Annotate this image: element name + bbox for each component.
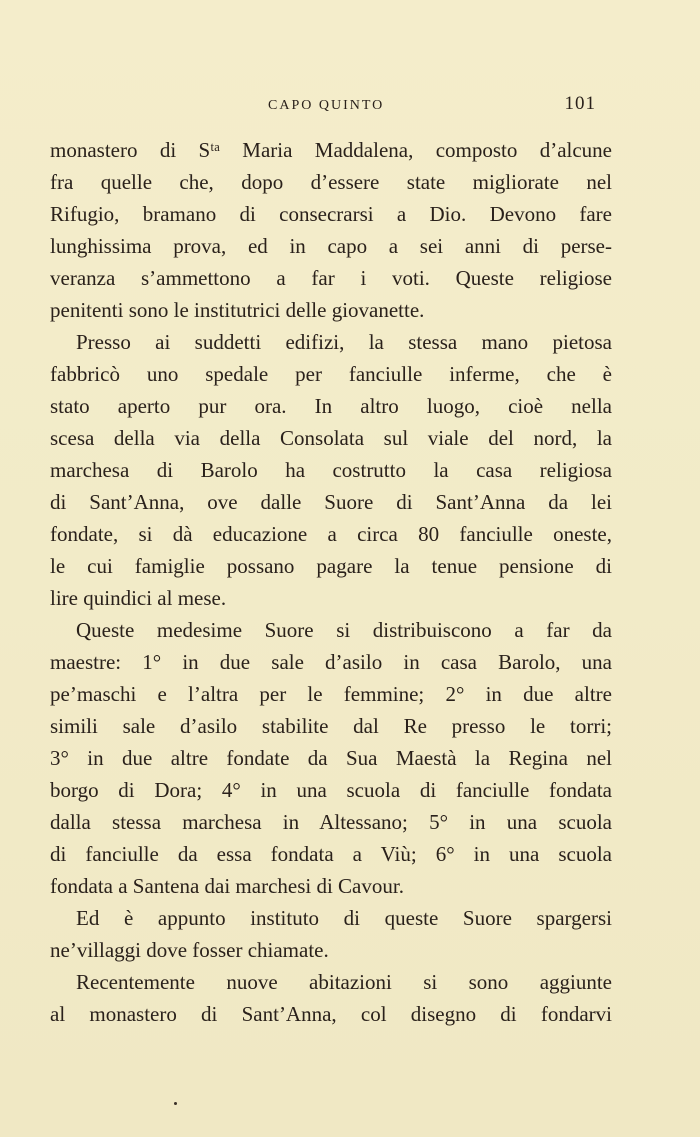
text-line: borgo di Dora; 4° in una scuola di fanciulle fondata xyxy=(50,778,612,802)
text-line: veranza s’ammettono a far i voti. Queste religiose xyxy=(50,266,612,290)
page-number: 101 xyxy=(564,93,596,114)
text-line: fondata a Santena dai marchesi di Cavour. xyxy=(50,874,404,898)
text-line: al monastero di Sant’Anna, col disegno di fondarvi xyxy=(50,1002,612,1026)
text-line: Recentemente nuove abitazioni si sono aggiunte xyxy=(76,970,612,994)
text-line: dalla stessa marchesa in Altessano; 5° in una scuola xyxy=(50,810,612,834)
text-line: simili sale d’asilo stabilite dal Re presso le torri; xyxy=(50,714,612,738)
text-line: Queste medesime Suore si distribuiscono a far da xyxy=(76,618,612,642)
text-line: fra quelle che, dopo d’essere state migliorate nel xyxy=(50,170,612,194)
text-line: marchesa di Barolo ha costrutto la casa religiosa xyxy=(50,458,612,482)
text-line: Ed è appunto instituto di queste Suore spargersi xyxy=(76,906,612,930)
text-line: lunghissima prova, ed in capo a sei anni di perse- xyxy=(50,234,612,258)
text-line: penitenti sono le institutrici delle giovanette. xyxy=(50,298,425,322)
text-line: lire quindici al mese. xyxy=(50,586,227,610)
text-line: Rifugio, bramano di consecrarsi a Dio. Devono fare xyxy=(50,202,612,226)
ink-speck xyxy=(174,1102,177,1105)
text-line: 3° in due altre fondate da Sua Maestà la Regina nel xyxy=(50,746,612,770)
text-line: fondate, si dà educazione a circa 80 fanciulle oneste, xyxy=(50,522,612,546)
running-head xyxy=(0,94,700,118)
text-line: stato aperto pur ora. In altro luogo, cioè nella xyxy=(50,394,612,418)
text-line: pe’maschi e l’altra per le femmine; 2° in due altre xyxy=(50,682,612,706)
text-line: di Sant’Anna, ove dalle Suore di Sant’Anna da lei xyxy=(50,490,612,514)
text-line: fabbricò uno spedale per fanciulle inferme, che è xyxy=(50,362,612,386)
text-line: ne’villaggi dove fosser chiamate. xyxy=(50,938,329,962)
text-line: le cui famiglie possano pagare la tenue pensione di xyxy=(50,554,612,578)
text-line: monastero di Sᵗᵃ Maria Maddalena, composto d’alcune xyxy=(50,138,612,162)
text-line: di fanciulle da essa fondata a Viù; 6° in una scuola xyxy=(50,842,612,866)
body-text xyxy=(50,134,612,1030)
running-title: CAPO QUINTO xyxy=(268,98,385,113)
text-line: scesa della via della Consolata sul viale del nord, la xyxy=(50,426,612,450)
text-line: Presso ai suddetti edifizi, la stessa mano pietosa xyxy=(76,330,612,354)
text-line: maestre: 1° in due sale d’asilo in casa Barolo, una xyxy=(50,650,612,674)
